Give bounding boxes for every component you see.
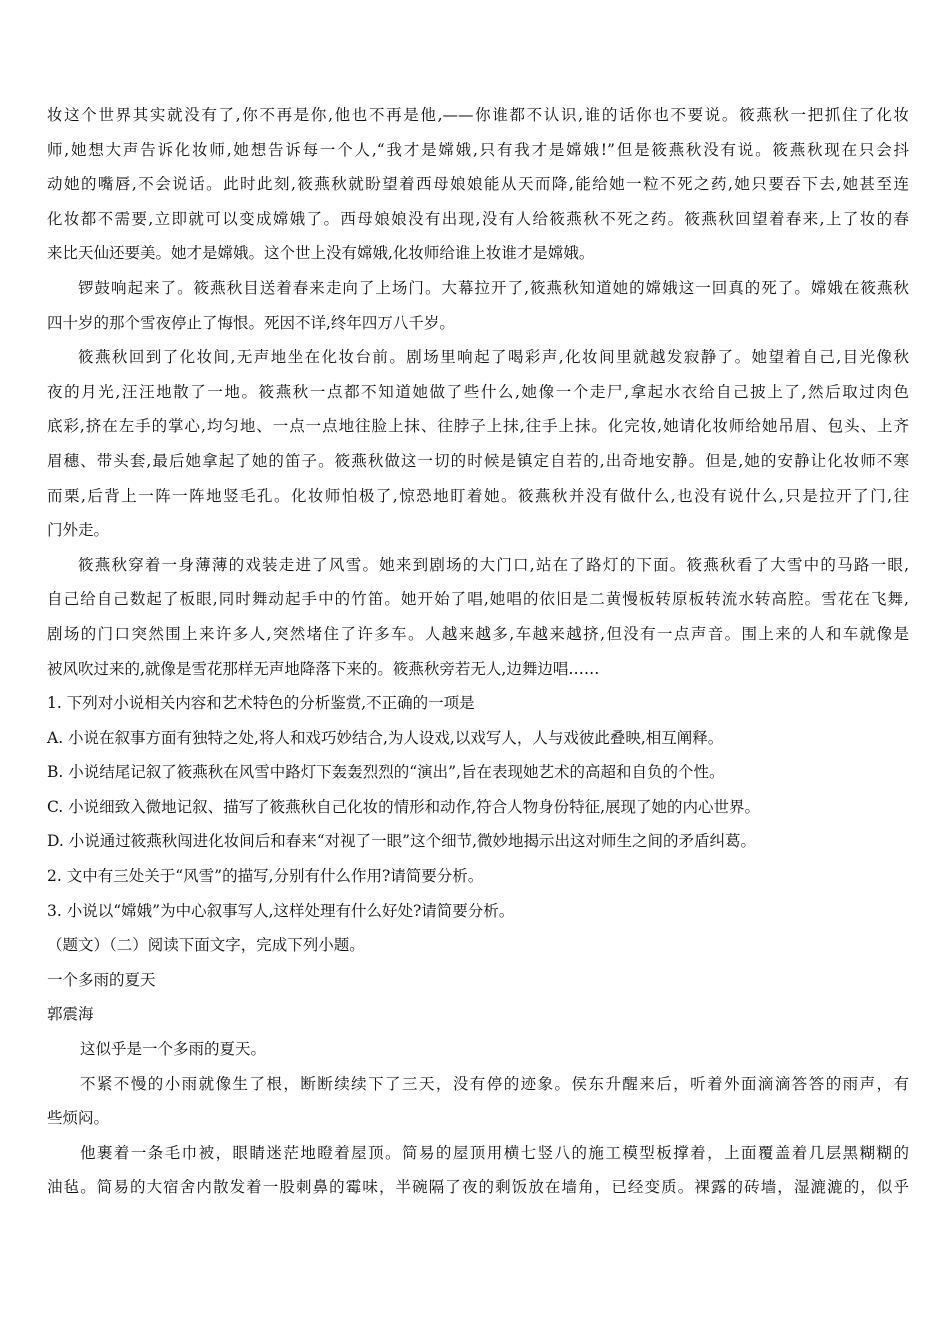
section2-paragraph-3 (47, 1136, 909, 1205)
text-line: 而栗,后背上一阵一阵地竖毛孔。化妆师怕极了,惊恐地盯着她。筱燕秋并没有做什么,也没有说什么,只是拉开了门,往 (47, 486, 909, 505)
text-line: 动她的嘴唇,不会说话。此时此刻,筱燕秋就盼望着西母娘娘能从天而降,能给她一粒不死之药,她只要吞下去,她甚至连 (47, 175, 909, 194)
document-body (47, 98, 909, 1205)
text-line: 来比天仙还要美。她才是嫦娥。这个世上没有嫦娥,化妆师给谁上妆谁才是嫦娥。 (47, 244, 595, 263)
question-1: 1. 下列对小说相关内容和艺术特色的分析鉴赏,不正确的一项是 (47, 694, 475, 713)
text-line: 自己给自己数起了板眼,同时舞动起手中的竹笛。她开始了唱,她唱的依旧是二黄慢板转原板转流水转高腔。雪花在飞舞, (47, 590, 909, 609)
text-line: 化妆都不需要,立即就可以变成嫦娥了。西母娘娘没有出现,没有人给筱燕秋不死之药。筱燕秋回望着春来,上了妆的春 (47, 209, 909, 228)
story-author: 郭震海 (47, 1005, 94, 1024)
text-line: 四十岁的那个雪夜停止了悔恨。死因不详,终年四万八千岁。 (47, 313, 455, 332)
section2-paragraph-1 (47, 1032, 909, 1067)
question-2: 2. 文中有三处关于“风雪”的描写,分别有什么作用?请简要分析。 (47, 867, 484, 886)
section2-paragraph-2 (47, 1067, 909, 1136)
text-line: 底彩,挤在左手的掌心,均匀地、一点一点地往脸上抹、往脖子上抹,往手上抹。化完妆,她请化妆师给她吊眉、包头、上齐 (47, 417, 909, 436)
text-line: 剧场的门口突然围上来许多人,突然堵住了许多车。人越来越多,车越来越挤,但没有一点声音。围上来的人和车就像是 (47, 624, 909, 643)
text-line: 锣鼓响起来了。筱燕秋目送着春来走向了上场门。大幕拉开了,筱燕秋知道她的嫦娥这一回真的死了。嫦娥在筱燕秋 (78, 278, 909, 297)
question-list (47, 686, 909, 928)
text-line: 筱燕秋穿着一身薄薄的戏装走进了风雪。她来到剧场的大门口,站在了路灯的下面。筱燕秋看了大雪中的马路一眼, (78, 555, 909, 574)
option-b: B. 小说结尾记叙了筱燕秋在风雪中路灯下轰轰烈烈的“演出”,旨在表现她艺术的高超和自负的个性。 (47, 763, 725, 782)
option-c: C. 小说细致入微地记叙、描写了筱燕秋自己化妆的情形和动作,符合人物身份特征,展现了她的内心世界。 (47, 797, 761, 816)
passage1-paragraph-4 (47, 548, 909, 686)
text-line: 不紧不慢的小雨就像生了根，断断续续下了三天，没有停的迹象。侯东升醒来后，听着外面滴滴答答的雨声，有 (80, 1074, 909, 1093)
text-line: 门外走。 (47, 521, 110, 540)
text-line: 师,她想大声告诉化妆师,她想告诉每一个人,“我才是嫦娥,只有我才是嫦娥!”但是筱燕秋没有说。筱燕秋现在只会抖 (47, 140, 909, 159)
text-line: 他裹着一条毛巾被，眼睛迷茫地瞪着屋顶。简易的屋顶用横七竖八的施工模型板撑着，上面覆盖着几层黑糊糊的 (80, 1143, 909, 1162)
option-d: D. 小说通过筱燕秋闯进化妆间后和春来“对视了一眼”这个细节,微妙地揭示出这对师生之间的矛盾纠葛。 (47, 832, 757, 851)
text-line: 这似乎是一个多雨的夏天。 (80, 1040, 267, 1059)
text-line: 油毡。简易的大宿舍内散发着一股刺鼻的霉味，半碗隔了夜的剩饭放在墙角，已经变质。裸露的砖墙，湿漉漉的，似乎 (47, 1178, 909, 1197)
section-2 (47, 928, 909, 1205)
text-line: 些烦闷。 (47, 1109, 110, 1128)
passage1-paragraph-1 (47, 98, 909, 271)
text-line: 妆这个世界其实就没有了,你不再是你,他也不再是他,——你谁都不认识,谁的话你也不要说。筱燕秋一把抓住了化妆 (47, 106, 909, 124)
text-line: 筱燕秋回到了化妆间,无声地坐在化妆台前。剧场里响起了喝彩声,化妆间里就越发寂静了。她望着自己,目光像秋 (78, 348, 909, 367)
text-line: 被风吹过来的,就像是雪花那样无声地降落下来的。筱燕秋旁若无人,边舞边唱…… (47, 659, 600, 678)
passage1-paragraph-2 (47, 271, 909, 340)
section-heading: （题文）（二）阅读下面文字，完成下列小题。 (47, 936, 365, 955)
passage1-paragraph-3 (47, 340, 909, 548)
question-3: 3. 小说以“嫦娥”为中心叙事写人,这样处理有什么好处?请简要分析。 (47, 901, 515, 920)
option-a: A. 小说在叙事方面有独特之处,将人和戏巧妙结合,为人设戏,以戏写人，人与戏彼此叠映,相互阐释。 (47, 728, 724, 747)
text-line: 眉穗、带头套,最后她拿起了她的笛子。筱燕秋做这一切的时候是镇定自若的,出奇地安静。但是,她的安静让化妆师不寒 (47, 451, 909, 470)
story-title: 一个多雨的夏天 (47, 970, 156, 989)
text-line: 夜的月光,汪汪地散了一地。筱燕秋一点都不知道她做了些什么,她像一个走尸,拿起水衣给自己披上了,然后取过肉色 (47, 382, 909, 401)
